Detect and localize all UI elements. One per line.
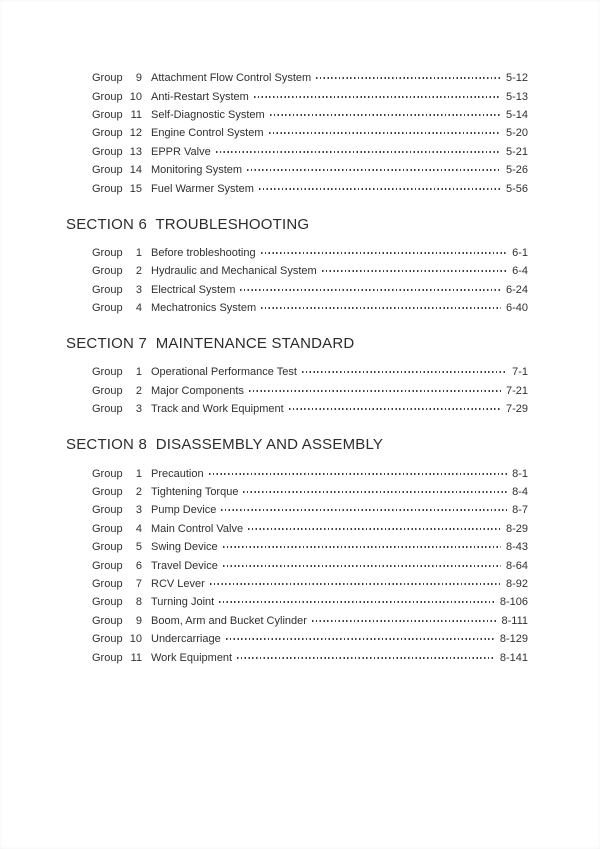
toc-row <box>66 520 528 538</box>
dot-leader <box>248 528 501 530</box>
group-title: EPPR Valve <box>151 145 211 158</box>
toc-row <box>66 161 528 179</box>
group-label: Group <box>92 127 123 140</box>
toc-row <box>66 299 528 317</box>
page-ref: 6-24 <box>505 283 528 296</box>
dot-leader <box>254 96 501 98</box>
group-label: Group <box>92 596 123 609</box>
group-title: Operational Performance Test <box>151 366 297 379</box>
dot-leader <box>209 473 508 475</box>
group-title: Monitoring System <box>151 164 243 177</box>
group-number: 3 <box>135 504 142 517</box>
group-number: 4 <box>135 522 142 535</box>
group-number: 7 <box>135 578 142 590</box>
group-label: Group <box>92 366 123 379</box>
group-title: Major Components <box>151 384 244 397</box>
dot-leader <box>316 77 501 79</box>
toc-row <box>66 630 528 648</box>
dot-leader <box>226 638 495 640</box>
page-ref: 8-7 <box>512 504 528 517</box>
group-title: Mechatronics System <box>151 302 257 315</box>
page-ref: 8-64 <box>505 559 528 572</box>
group-title: Engine Control System <box>151 127 264 140</box>
dot-leader <box>270 114 501 116</box>
page-ref: 7-21 <box>505 384 528 397</box>
toc-block <box>66 216 528 318</box>
page-ref: 5-20 <box>505 127 528 140</box>
dot-leader <box>243 491 507 493</box>
toc-row <box>66 400 528 418</box>
group-title: Pump Device <box>151 504 217 517</box>
group-number: 3 <box>135 283 142 296</box>
toc-block <box>66 436 528 666</box>
page-ref: 6-40 <box>505 302 528 315</box>
table-of-contents <box>66 69 528 667</box>
group-label: Group <box>92 246 123 259</box>
page-ref: 8-111 <box>501 614 528 627</box>
page-ref: 7-29 <box>505 403 528 416</box>
dot-leader <box>247 169 501 171</box>
group-number: 2 <box>135 486 142 499</box>
toc-row <box>66 87 528 105</box>
dot-leader <box>210 583 501 585</box>
group-label: Group <box>92 108 123 121</box>
toc-row <box>66 556 528 574</box>
group-title: Turning Joint <box>151 596 215 609</box>
toc-row <box>66 593 528 611</box>
group-label: Group <box>92 486 123 499</box>
dot-leader <box>223 546 501 548</box>
dot-leader <box>240 289 501 291</box>
group-number: 2 <box>135 265 142 278</box>
page-ref: 6-4 <box>512 265 528 278</box>
toc-row <box>66 363 528 381</box>
dot-leader <box>261 307 501 309</box>
toc-block <box>66 69 528 198</box>
dot-leader <box>259 188 501 190</box>
dot-leader <box>237 657 495 659</box>
section-header: SECTION 8 DISASSEMBLY AND ASSEMBLY <box>66 436 384 454</box>
toc-row <box>66 124 528 142</box>
group-label: Group <box>92 265 123 278</box>
toc-row <box>66 538 528 556</box>
toc-row <box>66 281 528 299</box>
group-label: Group <box>92 72 123 85</box>
group-title: Boom, Arm and Bucket Cylinder <box>151 614 307 627</box>
page-ref: 5-12 <box>505 72 528 85</box>
dot-leader <box>269 132 501 134</box>
dot-leader <box>221 509 507 511</box>
group-number: 14 <box>129 164 142 177</box>
page-ref: 8-1 <box>512 467 528 480</box>
dot-leader <box>219 601 495 603</box>
toc-row <box>66 382 528 400</box>
toc-row <box>66 262 528 280</box>
group-number: 1 <box>135 467 142 480</box>
group-number: 1 <box>135 366 142 379</box>
group-label: Group <box>92 145 123 158</box>
page-ref: 5-56 <box>505 182 528 195</box>
page-ref: 8-92 <box>505 578 528 590</box>
group-title: Attachment Flow Control System <box>151 72 312 85</box>
group-label: Group <box>92 467 123 480</box>
group-label: Group <box>92 384 123 397</box>
group-label: Group <box>92 522 123 535</box>
page-ref: 8-129 <box>499 633 528 646</box>
group-number: 9 <box>135 72 142 85</box>
group-label: Group <box>92 164 123 177</box>
toc-row <box>66 69 528 87</box>
group-label: Group <box>92 182 123 195</box>
dot-leader <box>249 390 501 392</box>
dot-leader <box>312 620 497 622</box>
dot-leader <box>302 371 507 373</box>
group-number: 11 <box>130 651 142 664</box>
dot-leader <box>261 252 508 254</box>
group-title: Travel Device <box>151 559 218 572</box>
toc-row <box>66 612 528 630</box>
toc-block <box>66 335 528 418</box>
group-number: 8 <box>135 596 142 609</box>
group-number: 6 <box>135 559 142 572</box>
section-header: SECTION 7 MAINTENANCE STANDARD <box>66 335 355 353</box>
group-title: Self-Diagnostic System <box>151 108 265 121</box>
page-ref: 5-14 <box>505 108 528 121</box>
group-number: 13 <box>129 145 142 158</box>
toc-row <box>66 143 528 161</box>
page-ref: 8-141 <box>499 651 528 664</box>
group-title: Before trobleshooting <box>151 246 256 259</box>
dot-leader <box>322 270 507 272</box>
group-title: Electrical System <box>151 283 236 296</box>
page-ref: 5-13 <box>505 90 528 103</box>
group-label: Group <box>92 541 123 554</box>
group-title: Swing Device <box>151 541 218 554</box>
group-title: Undercarriage <box>151 633 221 646</box>
group-number: 3 <box>135 403 142 416</box>
page-ref: 8-4 <box>512 486 528 499</box>
toc-row <box>66 106 528 124</box>
group-label: Group <box>92 302 123 315</box>
page-ref: 6-1 <box>512 246 528 259</box>
group-number: 12 <box>129 127 142 140</box>
page-ref: 7-1 <box>512 366 528 379</box>
group-label: Group <box>92 651 123 664</box>
group-number: 10 <box>129 633 142 646</box>
group-label: Group <box>92 90 123 103</box>
page-ref: 5-26 <box>505 164 528 177</box>
group-number: 9 <box>135 614 142 627</box>
toc-row <box>66 483 528 501</box>
dot-leader <box>223 565 501 567</box>
group-label: Group <box>92 633 123 646</box>
group-title: Work Equipment <box>151 651 233 664</box>
group-title: Main Control Valve <box>151 522 244 535</box>
group-title: Fuel Warmer System <box>151 182 254 195</box>
toc-row <box>66 648 528 666</box>
group-number: 11 <box>130 108 142 121</box>
group-number: 2 <box>135 384 142 397</box>
group-number: 10 <box>129 90 142 103</box>
section-header: SECTION 6 TROUBLESHOOTING <box>66 215 310 233</box>
toc-row <box>66 501 528 519</box>
group-number: 5 <box>135 541 142 554</box>
page-ref: 8-106 <box>499 596 528 609</box>
group-title: RCV Lever <box>151 578 205 590</box>
page-ref: 8-29 <box>505 522 528 535</box>
group-label: Group <box>92 504 123 517</box>
page-ref: 5-21 <box>505 145 528 158</box>
toc-row <box>66 464 528 482</box>
group-label: Group <box>92 403 123 416</box>
group-label: Group <box>92 578 123 590</box>
group-title: Track and Work Equipment <box>151 403 284 416</box>
group-title: Tightening Torque <box>151 486 239 499</box>
group-title: Precaution <box>151 467 204 480</box>
group-title: Hydraulic and Mechanical System <box>151 265 317 278</box>
group-label: Group <box>92 283 123 296</box>
group-title: Anti-Restart System <box>151 90 249 103</box>
dot-leader <box>289 408 501 410</box>
group-number: 15 <box>129 182 142 195</box>
dot-leader <box>216 151 501 153</box>
group-number: 4 <box>135 302 142 315</box>
group-label: Group <box>92 559 123 572</box>
toc-row <box>66 179 528 197</box>
toc-row <box>66 244 528 262</box>
toc-row <box>66 575 528 593</box>
page-ref: 8-43 <box>505 541 528 554</box>
group-label: Group <box>92 614 123 627</box>
group-number: 1 <box>135 246 142 259</box>
